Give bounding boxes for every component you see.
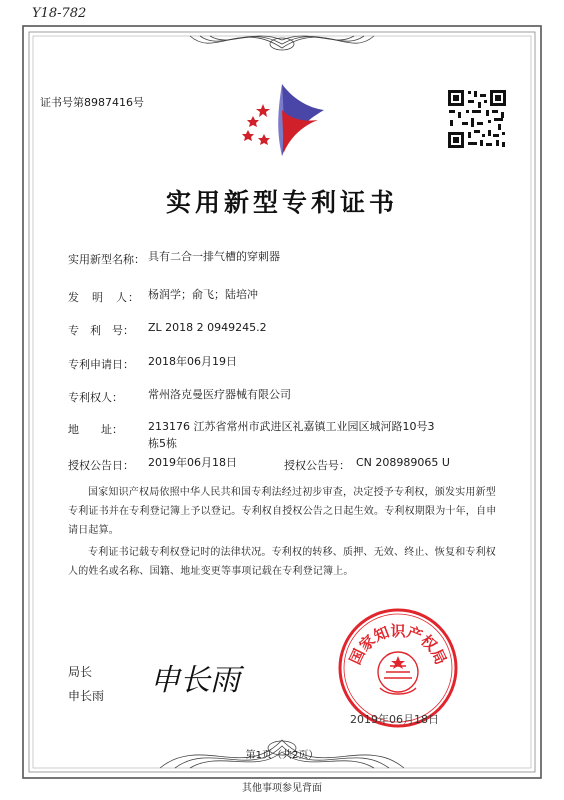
application-date-value: 2018年06月19日 xyxy=(148,355,237,368)
handwritten-note: Y18-782 xyxy=(32,6,87,21)
patent-owner-value: 常州洛克曼医疗器械有限公司 xyxy=(148,388,291,401)
name-label: 实用新型名称： xyxy=(68,253,145,266)
address-line-1: 213176 江苏省常州市武进区礼嘉镇工业园区城河路10号3 xyxy=(148,420,435,433)
application-date-label: 专利申请日： xyxy=(68,358,134,371)
page-indicator: 第1页（共2页） xyxy=(245,750,319,761)
certificate-title: 实用新型专利证书 xyxy=(165,188,398,217)
national-emblem-icon xyxy=(378,652,418,694)
qr-code xyxy=(446,88,508,150)
grant-date-label: 授权公告日： xyxy=(68,459,134,472)
name-value: 具有二合一排气槽的穿刺器 xyxy=(148,250,280,263)
grant-statement-paragraph: 国家知识产权局依照中华人民共和国专利法经过初步审查，决定授予专利权，颁发实用新型专利证书并在专利登记簿上予以登记。专利权自授权公告之日起生效。专利权期限为十年，自申请日起算。 xyxy=(68,487,497,536)
patent-number-label: 专 利 号： xyxy=(68,324,134,337)
grant-number-label: 授权公告号： xyxy=(284,459,350,472)
patent-owner-label: 专利权人： xyxy=(68,391,123,404)
director-title: 局长 xyxy=(68,665,93,679)
top-ornament xyxy=(190,36,374,50)
director-signature: 申长雨 xyxy=(150,663,240,698)
director-name: 申长雨 xyxy=(68,689,105,703)
certificate-number: 证书号第8987416号 xyxy=(40,96,144,109)
patent-office-logo xyxy=(238,80,328,160)
seal-date: 2019年06月18日 xyxy=(350,713,439,726)
back-note: 其他事项参见背面 xyxy=(242,783,322,794)
seal-text: 国家知识产权局 xyxy=(345,622,451,668)
grant-date-value: 2019年06月18日 xyxy=(148,456,237,469)
grant-number-value: CN 208989065 U xyxy=(356,456,450,469)
address-label: 地 址： xyxy=(68,423,123,436)
address-line-2: 栋5栋 xyxy=(148,437,177,450)
legal-status-paragraph: 专利证书记载专利权登记时的法律状况。专利权的转移、质押、无效、终止、恢复和专利权人的姓名或名称、国籍、地址变更等事项记载在专利登记簿上。 xyxy=(68,547,496,577)
patent-number-value: ZL 2018 2 0949245.2 xyxy=(148,321,267,334)
inventor-value: 杨润学；俞飞；陆培冲 xyxy=(148,288,258,301)
inventor-label: 发 明 人： xyxy=(68,291,140,304)
